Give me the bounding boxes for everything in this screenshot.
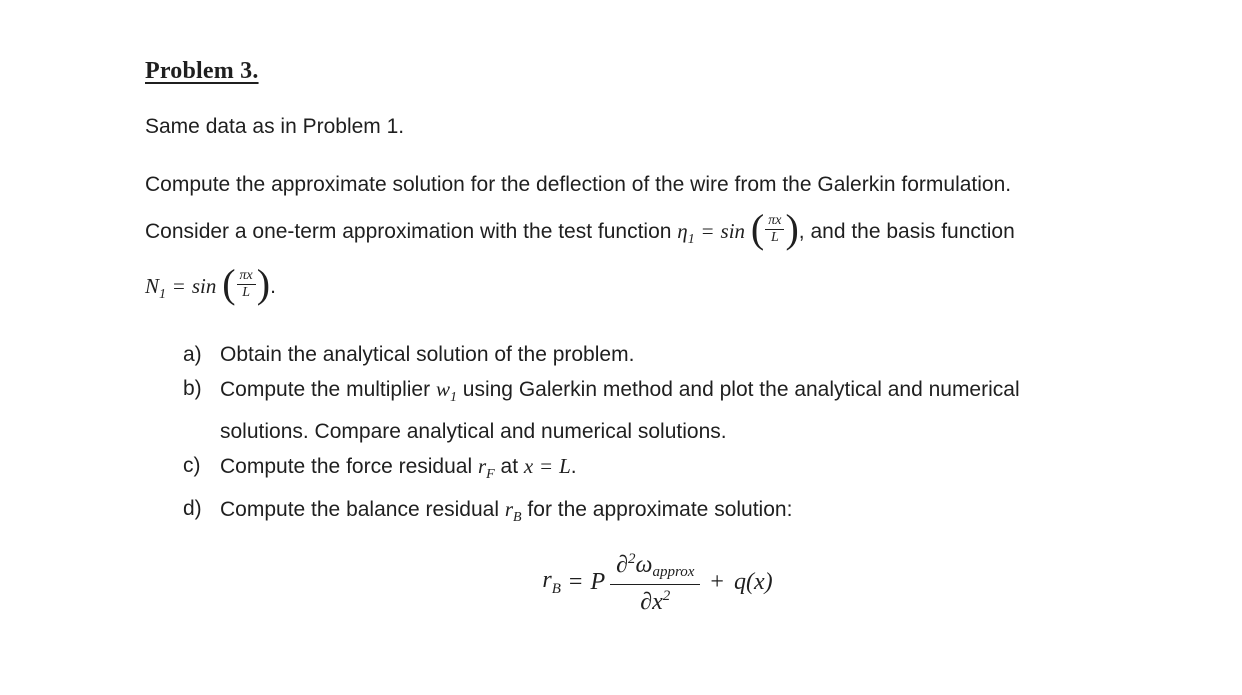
task-item-c — [183, 449, 1104, 492]
task-marker-b: b) — [183, 377, 202, 400]
task-b-before-math: Compute the multiplier — [220, 378, 436, 401]
task-d-after-math: for the approximate solution: — [521, 498, 793, 521]
task-list — [145, 338, 1104, 535]
fraction-denominator — [640, 585, 670, 615]
task-marker-a: a) — [183, 343, 202, 366]
r-B-subscript: B — [513, 510, 522, 525]
period: . — [570, 455, 577, 478]
basis-function-equation: $N_1 = \sin$ ( $\frac{\pi x}{L}$ ). — [145, 261, 276, 307]
second-derivative-fraction — [610, 551, 700, 615]
statement-line-2 — [145, 208, 1104, 263]
N-symbol: N — [145, 274, 160, 298]
power-2: 2 — [628, 551, 636, 567]
statement-line-3 — [145, 263, 1104, 318]
w-symbol: w — [435, 377, 450, 401]
task-item-d — [183, 492, 1104, 535]
equals-sign: = — [701, 219, 714, 243]
task-item-b — [183, 372, 1104, 449]
statement-sentence-1: Compute the approximate solution for the deflection of the wire from the Galerkin formulation. — [145, 173, 1012, 196]
statement-sentence-2-suffix: , and the basis function — [798, 220, 1015, 243]
problem-title: Problem 3. — [145, 58, 259, 84]
task-marker-c: c) — [183, 454, 201, 477]
power-2: 2 — [662, 587, 671, 604]
eta-symbol: η — [677, 219, 688, 243]
pi-x-over-L-fraction — [237, 268, 256, 301]
task-text-b — [220, 372, 1020, 449]
P-symbol: P — [590, 569, 606, 596]
eta-subscript: 1 — [687, 232, 695, 247]
omega-symbol: ω — [635, 552, 653, 578]
q-of-x: q(x) — [733, 569, 773, 596]
intro-line: Same data as in Problem 1. — [145, 115, 405, 138]
plus-sign: + — [710, 569, 724, 596]
task-c-mid: at — [494, 455, 524, 478]
task-b-line-2: solutions. Compare analytical and numerical solutions. — [220, 420, 727, 443]
task-item-a — [183, 338, 1104, 372]
approx-subscript: approx — [652, 564, 695, 580]
fraction-numerator — [610, 551, 700, 585]
residual-formula — [542, 551, 772, 615]
r-symbol: r — [504, 497, 514, 521]
residual-formula-block — [178, 551, 1137, 615]
fraction-numerator: πx — [765, 213, 784, 230]
formula-lhs — [542, 567, 561, 598]
equals-sign: = — [173, 274, 185, 298]
statement-sentence-2-prefix: Consider a one-term approximation with the test function — [145, 220, 678, 243]
task-c-before-math: Compute the force residual — [220, 455, 478, 478]
pi-x-over-L-fraction — [765, 213, 784, 246]
sin-function: sin — [720, 219, 746, 243]
problem-statement — [145, 162, 1104, 318]
period: . — [270, 275, 276, 298]
partial-x: ∂x — [640, 588, 663, 615]
statement-line-1 — [145, 162, 1104, 208]
r-F-subscript: F — [486, 467, 495, 482]
test-function-equation: $\eta_1 = \sin$ ( $\frac{\pi x}{L}$ ) — [677, 206, 799, 252]
r-symbol: r — [477, 454, 487, 478]
fraction-denominator: L — [242, 285, 251, 301]
fraction-denominator: L — [770, 230, 779, 246]
task-b-after-math: using Galerkin method and plot the analytical and numerical — [456, 378, 1020, 401]
r-symbol: r — [542, 567, 552, 594]
task-marker-d: d) — [183, 497, 202, 520]
equals-sign: = — [568, 569, 583, 596]
task-text-c — [220, 449, 577, 492]
task-text-a: Obtain the analytical solution of the problem. — [220, 343, 635, 366]
w-subscript: 1 — [449, 390, 457, 405]
task-d-before-math: Compute the balance residual — [220, 498, 505, 521]
L-symbol: L — [559, 454, 571, 478]
task-text-d — [220, 492, 792, 535]
equals-sign: = — [540, 454, 553, 478]
x-symbol: x — [523, 454, 534, 478]
sin-function: sin — [191, 274, 217, 298]
partial-symbol: ∂ — [616, 552, 628, 578]
N-subscript: 1 — [159, 287, 167, 302]
r-B-subscript: B — [551, 581, 561, 598]
fraction-numerator: πx — [237, 268, 256, 285]
